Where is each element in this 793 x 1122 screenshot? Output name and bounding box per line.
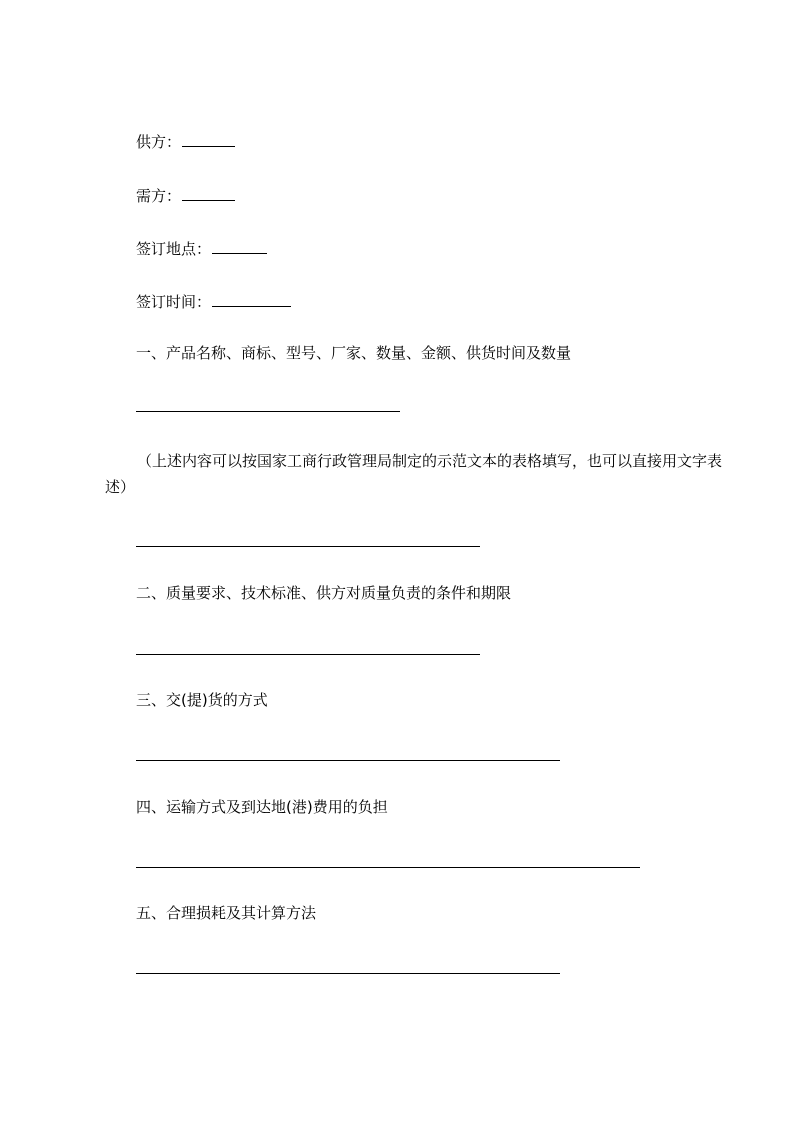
section1-heading: 一、产品名称、商标、型号、厂家、数量、金额、供货时间及数量 (136, 344, 572, 362)
sign-time-line (136, 292, 291, 310)
sign-place-label: 签订地点： (136, 240, 212, 258)
sign-place-line (136, 239, 267, 257)
section4-heading: 四、运输方式及到达地(港)费用的负担 (136, 798, 388, 816)
section1-rule-2[interactable] (136, 546, 480, 547)
sign-place-blank[interactable] (212, 239, 267, 254)
section1-note: （上述内容可以按国家工商行政管理局制定的示范文本的表格填写，也可以直接用文字表述） (105, 452, 723, 496)
supplier-label: 供方： (136, 133, 182, 151)
sign-time-blank[interactable] (212, 292, 291, 307)
section2-rule[interactable] (136, 654, 480, 655)
section5-rule[interactable] (136, 973, 560, 974)
buyer-line (136, 186, 235, 204)
sign-time-label: 签订时间： (136, 293, 212, 311)
section3-rule[interactable] (136, 760, 560, 761)
supplier-blank[interactable] (182, 132, 235, 147)
section2-heading: 二、质量要求、技术标准、供方对质量负责的条件和期限 (136, 584, 512, 602)
section5-heading: 五、合理损耗及其计算方法 (136, 904, 317, 922)
section4-rule[interactable] (136, 867, 640, 868)
section1-rule-1[interactable] (136, 411, 400, 412)
section3-heading: 三、交(提)货的方式 (136, 691, 268, 709)
buyer-blank[interactable] (182, 186, 235, 201)
supplier-line (136, 132, 235, 150)
buyer-label: 需方： (136, 187, 182, 205)
